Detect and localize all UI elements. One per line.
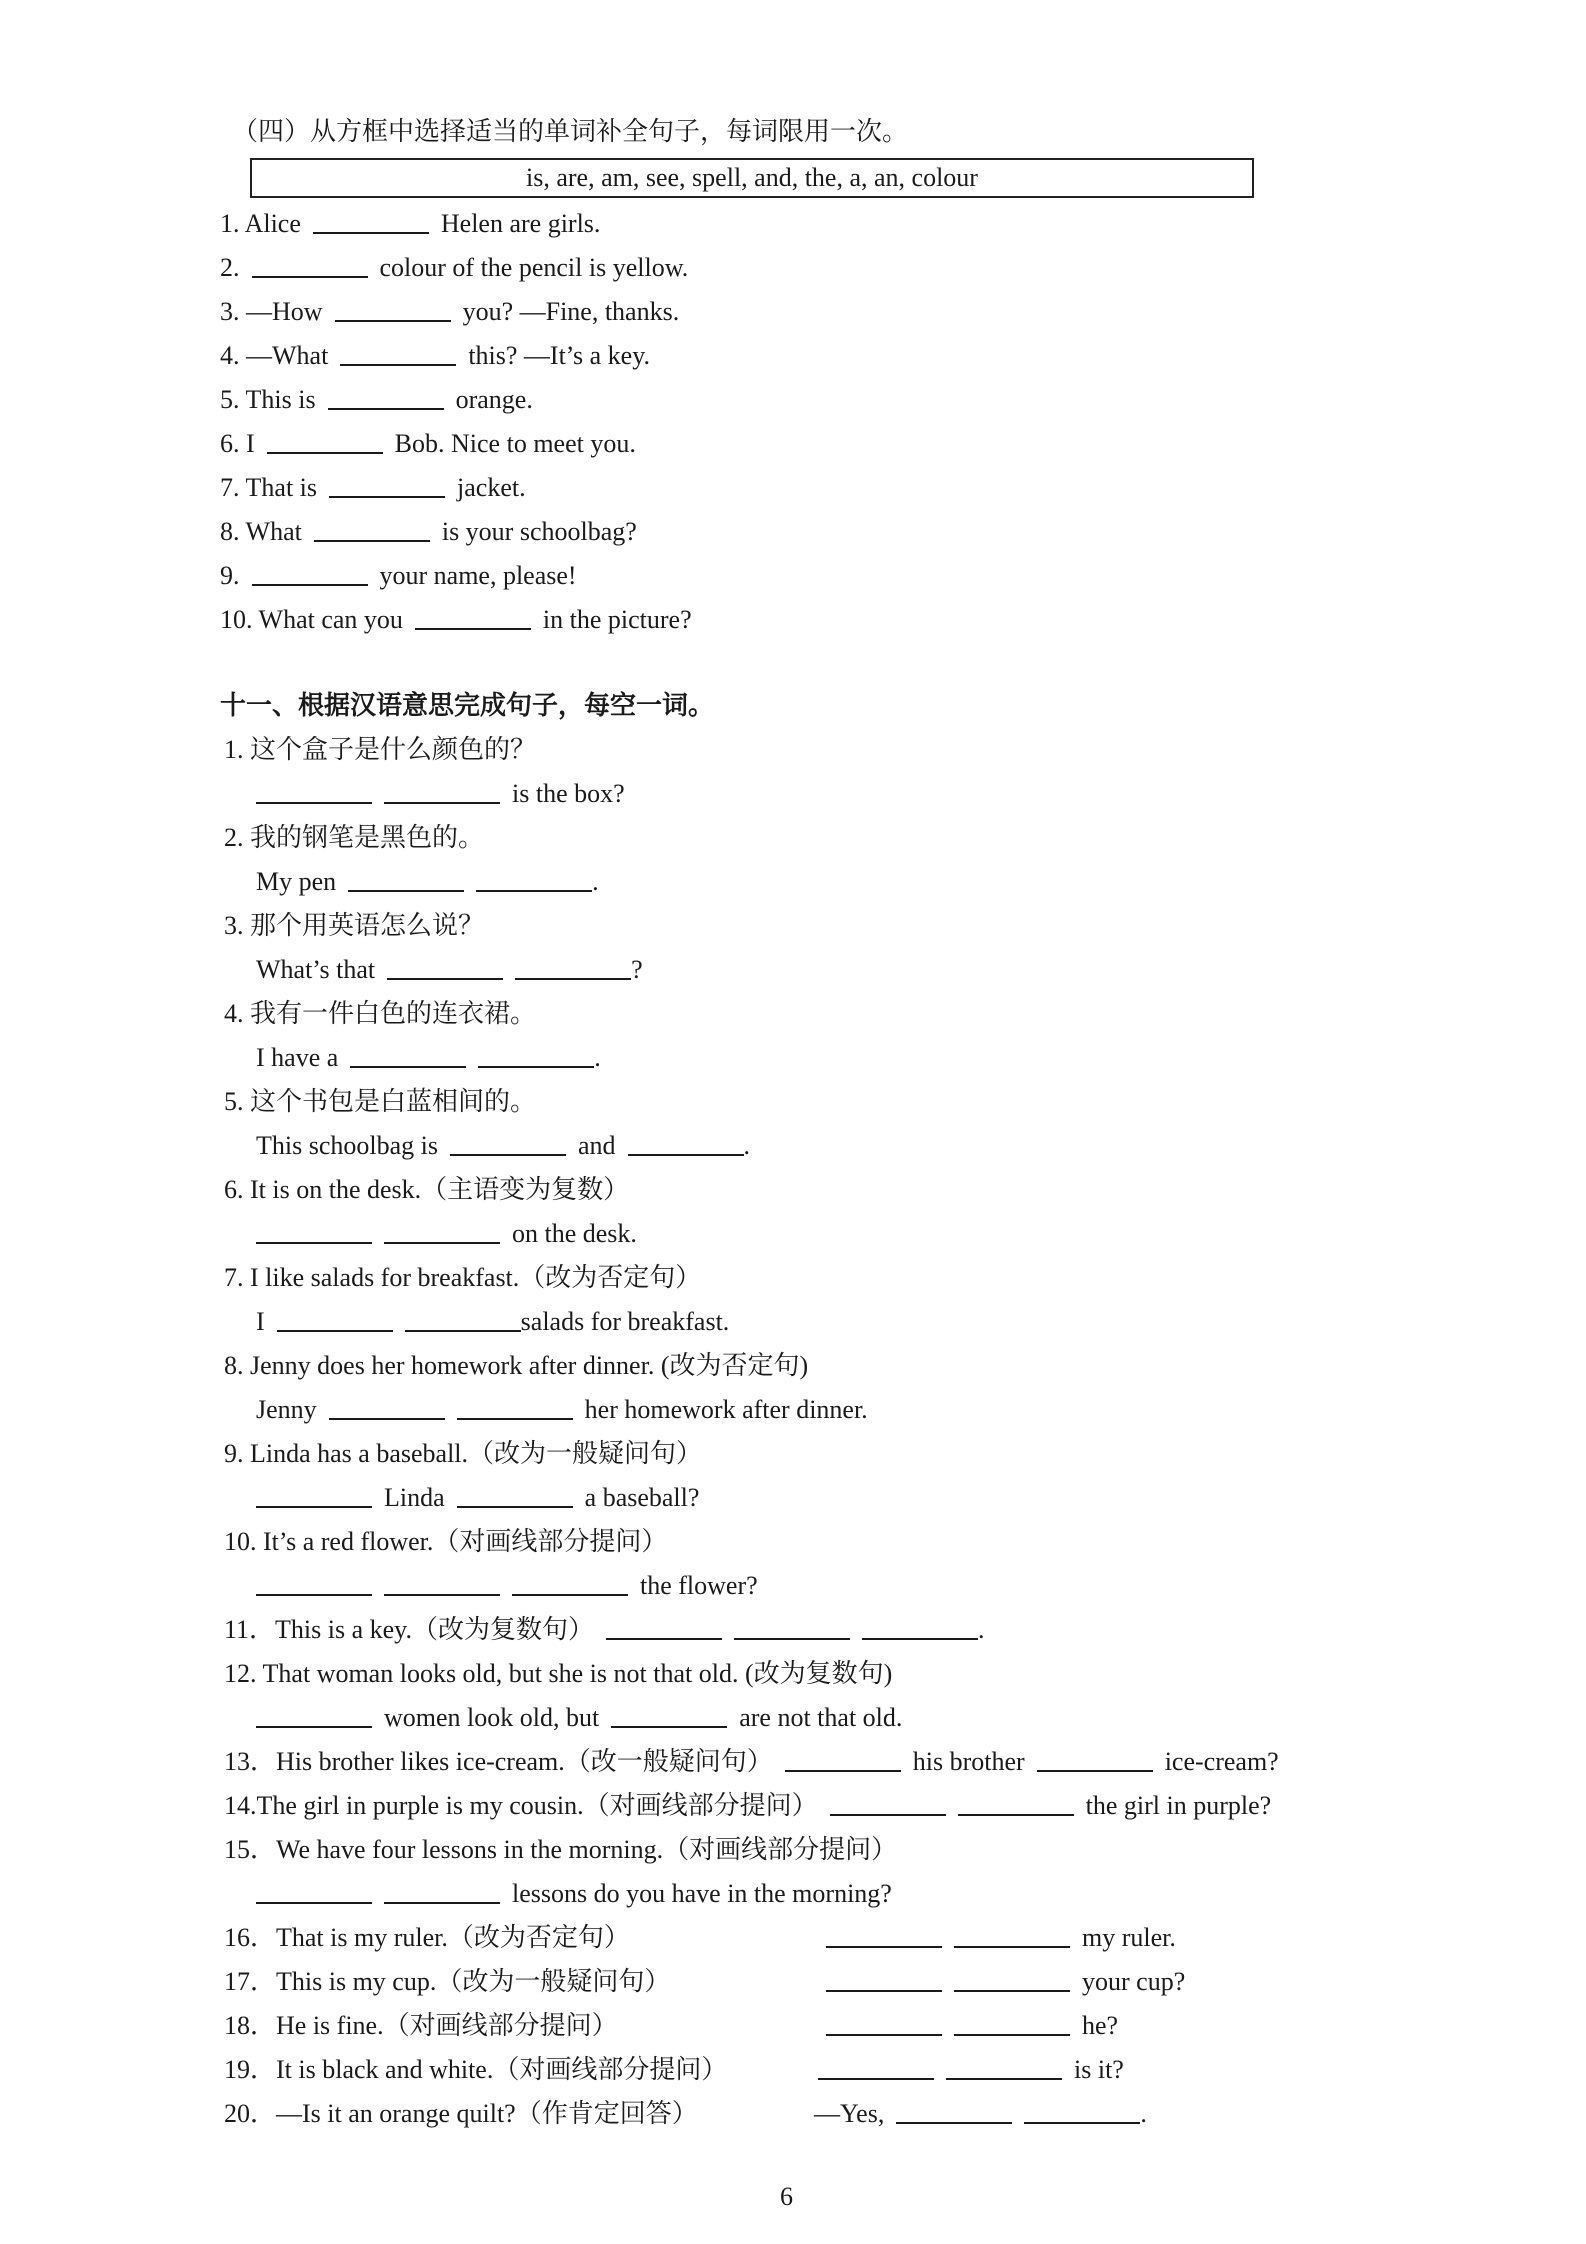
- q8-answer-line: Jenny her homework after dinner.: [256, 1395, 868, 1424]
- q15-answer-line: lessons do you have in the morning?: [256, 1878, 892, 1910]
- q8-prompt: 8. Jenny does her homework after dinner. (改为否定句): [224, 1351, 809, 1380]
- q17-answer-line: your cup?: [826, 1966, 1185, 1998]
- q19-answer-line: is it?: [818, 2054, 1124, 2086]
- q6-prompt: 6. It is on the desk.（主语变为复数）: [224, 1175, 630, 1204]
- section-4-title: （四）从方框中选择适当的单词补全句子，每词限用一次。: [232, 117, 909, 146]
- q5-prompt: 5. 这个书包是白蓝相间的。: [224, 1087, 537, 1116]
- section-11-title: 十一、根据汉语意思完成句子，每空一词。: [220, 691, 715, 720]
- q3-prompt: 3. 那个用英语怎么说？: [224, 911, 485, 940]
- q13-line: 13．His brother likes ice-cream.（改一般疑问句） his brother ice-cream?: [224, 1747, 1279, 1776]
- q15-prompt: 15．We have four lessons in the morning.（对画线部分提问）: [224, 1835, 898, 1864]
- q4-answer-line: I have a .: [256, 1043, 601, 1072]
- q5-answer-line: This schoolbag is and .: [256, 1131, 751, 1160]
- q12-prompt: 12. That woman looks old, but she is not that old. (改为复数句): [224, 1659, 893, 1688]
- q20-prompt: 20．—Is it an orange quilt?（作肯定回答）: [224, 2099, 698, 2128]
- q19-prompt: 19．It is black and white.（对画线部分提问）: [224, 2055, 728, 2084]
- q16-answer-line: my ruler.: [826, 1922, 1176, 1954]
- q2-prompt: 2. 我的钢笔是黑色的。: [224, 823, 485, 852]
- q6-answer-line: on the desk.: [256, 1218, 637, 1250]
- q20-answer-line: —Yes, .: [814, 2099, 1147, 2128]
- q7-answer-line: I salads for breakfast.: [256, 1307, 730, 1336]
- q10-prompt: 10. It’s a red flower.（对画线部分提问）: [224, 1527, 668, 1556]
- s4-item-2: 2. colour of the pencil is yellow.: [220, 253, 689, 282]
- q18-answer-line: he?: [826, 2010, 1118, 2042]
- s4-item-1: 1. Alice Helen are girls.: [220, 209, 601, 238]
- q1-answer-line: is the box?: [256, 778, 625, 810]
- q18-prompt: 18．He is fine.（对画线部分提问）: [224, 2011, 618, 2040]
- q9-answer-line: Linda a baseball?: [256, 1482, 699, 1514]
- q1-prompt: 1. 这个盒子是什么颜色的？: [224, 735, 537, 764]
- q17-prompt: 17．This is my cup.（改为一般疑问句）: [224, 1967, 671, 1996]
- page-number: 6: [780, 2182, 793, 2211]
- q14-line: 14.The girl in purple is my cousin.（对画线部分提问） the girl in purple?: [224, 1791, 1272, 1820]
- q10-answer-line: the flower?: [256, 1570, 758, 1602]
- q4-prompt: 4. 我有一件白色的连衣裙。: [224, 999, 537, 1028]
- s4-item-3: 3. —How you? —Fine, thanks.: [220, 297, 680, 326]
- q11-line: 11．This is a key.（改为复数句） .: [224, 1615, 985, 1644]
- q9-prompt: 9. Linda has a baseball.（改为一般疑问句）: [224, 1439, 703, 1468]
- s4-item-7: 7. That is jacket.: [220, 473, 526, 502]
- s4-item-8: 8. What is your schoolbag?: [220, 517, 637, 546]
- q7-prompt: 7. I like salads for breakfast.（改为否定句）: [224, 1263, 702, 1292]
- s4-item-9: 9. your name, please!: [220, 561, 577, 590]
- q16-prompt: 16．That is my ruler.（改为否定句）: [224, 1923, 630, 1952]
- q2-answer-line: My pen .: [256, 867, 599, 896]
- word-box: is, are, am, see, spell, and, the, a, an, colour: [250, 158, 1254, 198]
- s4-item-6: 6. I Bob. Nice to meet you.: [220, 429, 636, 458]
- s4-item-5: 5. This is orange.: [220, 385, 533, 414]
- s4-item-10: 10. What can you in the picture?: [220, 605, 692, 634]
- s4-item-4: 4. —What this? —It’s a key.: [220, 341, 651, 370]
- q3-answer-line: What’s that ?: [256, 955, 643, 984]
- q12-answer-line: women look old, but are not that old.: [256, 1702, 902, 1734]
